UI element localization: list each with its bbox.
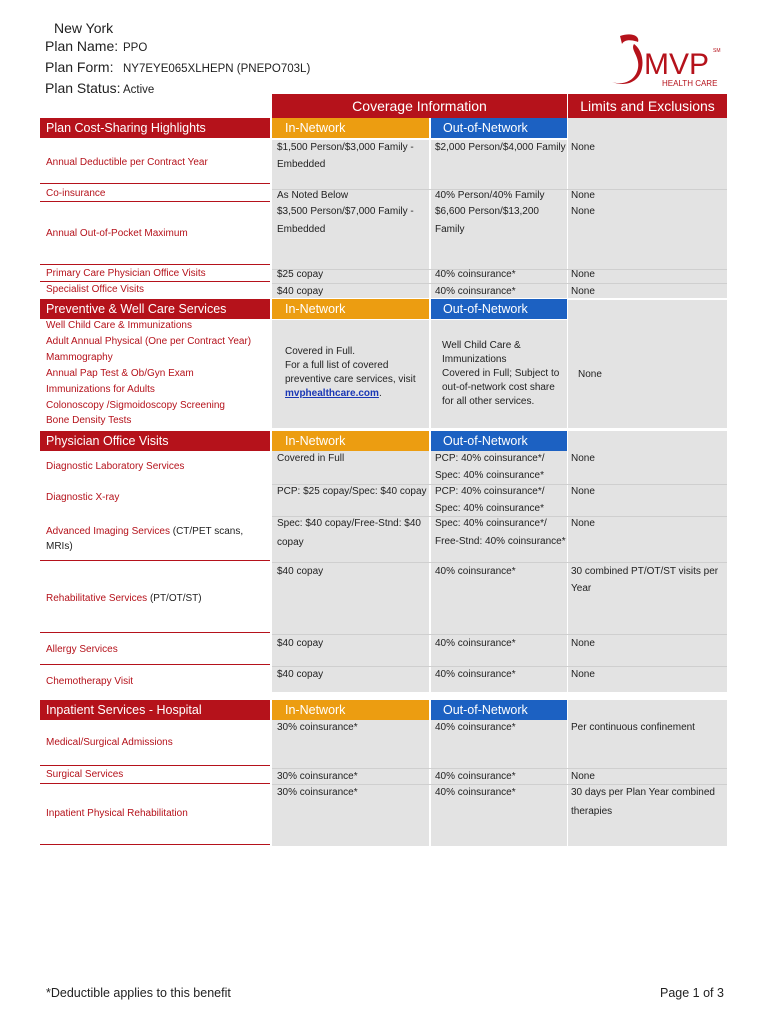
- out-preventive-4: out-of-network cost share: [442, 382, 555, 393]
- out-chemo: 40% coinsurance*: [435, 669, 516, 680]
- in-allergy: $40 copay: [277, 638, 324, 649]
- out-lab-1: PCP: 40% coinsurance*/: [435, 453, 545, 464]
- section-preventive: Preventive & Well Care Services: [40, 299, 270, 319]
- service-specialist: Specialist Office Visits: [46, 284, 145, 295]
- service-rehab-label: Rehabilitative Services: [46, 593, 148, 604]
- in-network-header: In-Network: [272, 299, 429, 319]
- service-xray: Diagnostic X-ray: [46, 492, 120, 503]
- in-preventive-1: Covered in Full.: [285, 346, 356, 357]
- limit-pcp: None: [571, 269, 595, 280]
- service-inpatient-rehab: Inpatient Physical Rehabilitation: [46, 808, 188, 819]
- in-preventive-3: preventive care services, visit: [285, 374, 416, 385]
- in-preventive-period: .: [378, 388, 382, 399]
- logo-sub: HEALTH CARE: [662, 79, 718, 88]
- logo-sm: SM: [713, 48, 721, 54]
- service-imaging-note-2: MRIs): [46, 541, 73, 552]
- limits-banner: Limits and Exclusions: [568, 94, 727, 118]
- service-allergy: Allergy Services: [46, 644, 118, 655]
- plan-name-row: [45, 37, 310, 58]
- in-preventive-2: For a full list of covered: [285, 360, 389, 371]
- in-imaging-1: Spec: $40 copay/Free-Stnd: $40: [277, 518, 421, 529]
- in-deductible-1: $1,500 Person/$3,000 Family -: [277, 142, 414, 153]
- coverage-banner: Coverage Information: [272, 94, 567, 118]
- logo-text: MVP: [644, 48, 710, 81]
- in-network-header: In-Network: [272, 118, 429, 138]
- row-divider: [40, 844, 270, 845]
- row-divider: [40, 201, 270, 202]
- row-divider: [40, 783, 270, 784]
- mvp-logo: [610, 30, 725, 90]
- plan-state: New York: [54, 20, 114, 36]
- out-xray-1: PCP: 40% coinsurance*/: [435, 486, 545, 497]
- preventive-service-2: Adult Annual Physical (One per Contract Year): [46, 336, 252, 347]
- out-pcp: 40% coinsurance*: [435, 269, 516, 280]
- limit-coinsurance: None: [571, 190, 595, 201]
- row-divider: [40, 664, 270, 665]
- plan-status-row: [45, 79, 310, 100]
- out-imaging-2: Free-Stnd: 40% coinsurance*: [435, 536, 566, 547]
- limit-oop: None: [571, 206, 595, 217]
- in-xray: PCP: $25 copay/Spec: $40 copay: [277, 486, 427, 497]
- in-network-header: In-Network: [272, 700, 429, 720]
- out-coinsurance: 40% Person/40% Family: [435, 190, 545, 201]
- in-coinsurance: As Noted Below: [277, 190, 349, 201]
- plan-form-value: NY7EYE065XLHEPN (PNEPO703L): [123, 63, 311, 75]
- out-imaging-1: Spec: 40% coinsurance*/: [435, 518, 547, 529]
- section-inpatient: Inpatient Services - Hospital: [40, 700, 270, 720]
- in-oop-2: Embedded: [277, 224, 326, 235]
- limit-imaging: None: [571, 518, 595, 529]
- in-preventive-link-line: [285, 387, 382, 401]
- in-rehab: $40 copay: [277, 566, 324, 577]
- service-rehab: [46, 591, 202, 607]
- preventive-service-7: Bone Density Tests: [46, 415, 132, 426]
- out-specialist: 40% coinsurance*: [435, 286, 516, 297]
- service-imaging-label: Advanced Imaging Services: [46, 526, 170, 537]
- in-specialist: $40 copay: [277, 286, 324, 297]
- limit-inpatient-rehab-2: therapies: [571, 806, 613, 817]
- out-surgical: 40% coinsurance*: [435, 771, 516, 782]
- service-rehab-note: (PT/OT/ST): [147, 593, 202, 604]
- out-preventive-2: Immunizations: [442, 354, 507, 365]
- row-divider: [40, 632, 270, 633]
- service-surgical: Surgical Services: [46, 769, 124, 780]
- in-network-header: In-Network: [272, 431, 429, 451]
- preventive-service-4: Annual Pap Test & Ob/Gyn Exam: [46, 368, 194, 379]
- out-network-header: Out-of-Network: [431, 700, 567, 720]
- service-pcp: Primary Care Physician Office Visits: [46, 268, 206, 279]
- limit-surgical: None: [571, 771, 595, 782]
- plan-header: [45, 20, 310, 100]
- limit-allergy: None: [571, 638, 595, 649]
- plan-status-value: Active: [123, 84, 155, 96]
- limit-preventive: None: [578, 369, 602, 380]
- preventive-service-6: Colonoscopy /Sigmoidoscopy Screening: [46, 400, 225, 411]
- out-oop-2: Family: [435, 224, 465, 235]
- mvphealthcare-link[interactable]: mvphealthcare.com: [285, 388, 379, 399]
- out-xray-2: Spec: 40% coinsurance*: [435, 503, 544, 514]
- out-network-header: Out-of-Network: [431, 118, 567, 138]
- plan-status-label: Plan Status:: [45, 80, 121, 96]
- mvp-swoosh-icon: [610, 30, 725, 90]
- plan-name-label: Plan Name:: [45, 38, 119, 54]
- in-chemo: $40 copay: [277, 669, 324, 680]
- service-lab: Diagnostic Laboratory Services: [46, 461, 185, 472]
- page-number: Page 1 of 3: [660, 986, 724, 1000]
- limit-xray: None: [571, 486, 595, 497]
- in-imaging-2: copay: [277, 537, 304, 548]
- row-divider: [40, 264, 270, 265]
- in-pcp: $25 copay: [277, 269, 324, 280]
- plan-form-row: [45, 58, 310, 79]
- out-preventive-5: for all other services.: [442, 396, 535, 407]
- out-inpatient-rehab: 40% coinsurance*: [435, 787, 516, 798]
- limit-deductible: None: [571, 142, 595, 153]
- service-imaging-note-1: (CT/PET scans,: [169, 526, 244, 537]
- service-medical-admissions: Medical/Surgical Admissions: [46, 737, 173, 748]
- out-network-header: Out-of-Network: [431, 299, 567, 319]
- preventive-service-1: Well Child Care & Immunizations: [46, 320, 192, 331]
- service-imaging: [46, 524, 243, 540]
- preventive-service-5: Immunizations for Adults: [46, 384, 155, 395]
- service-deductible: Annual Deductible per Contract Year: [46, 157, 208, 168]
- in-lab: Covered in Full: [277, 453, 345, 464]
- row-divider: [40, 765, 270, 766]
- in-medical: 30% coinsurance*: [277, 722, 358, 733]
- out-deductible: $2,000 Person/$4,000 Family: [435, 142, 566, 153]
- footer-note: *Deductible applies to this benefit: [46, 986, 231, 1000]
- shade-limit-preventive: [568, 300, 727, 428]
- out-allergy: 40% coinsurance*: [435, 638, 516, 649]
- in-oop-1: $3,500 Person/$7,000 Family -: [277, 206, 414, 217]
- limit-lab: None: [571, 453, 595, 464]
- section-cost-sharing: Plan Cost-Sharing Highlights: [40, 118, 270, 138]
- plan-name-value: PPO: [123, 42, 148, 54]
- section-physician: Physician Office Visits: [40, 431, 270, 451]
- out-lab-2: Spec: 40% coinsurance*: [435, 470, 544, 481]
- plan-form-label: Plan Form:: [45, 59, 114, 75]
- service-oop: Annual Out-of-Pocket Maximum: [46, 228, 188, 239]
- in-deductible-2: Embedded: [277, 159, 326, 170]
- row-divider: [40, 560, 270, 561]
- out-medical: 40% coinsurance*: [435, 722, 516, 733]
- service-chemo: Chemotherapy Visit: [46, 676, 134, 687]
- limit-specialist: None: [571, 286, 595, 297]
- service-coinsurance: Co-insurance: [46, 188, 106, 199]
- row-divider: [40, 183, 270, 184]
- out-oop-1: $6,600 Person/$13,200: [435, 206, 539, 217]
- limit-medical: Per continuous confinement: [571, 722, 695, 733]
- limit-chemo: None: [571, 669, 595, 680]
- out-network-header: Out-of-Network: [431, 431, 567, 451]
- limit-rehab-2: Year: [571, 583, 592, 594]
- limit-inpatient-rehab-1: 30 days per Plan Year combined: [571, 787, 715, 798]
- limit-rehab-1: 30 combined PT/OT/ST visits per: [571, 566, 719, 577]
- out-preventive-1: Well Child Care &: [442, 340, 521, 351]
- out-preventive-3: Covered in Full; Subject to: [442, 368, 560, 379]
- preventive-service-3: Mammography: [46, 352, 113, 363]
- in-inpatient-rehab: 30% coinsurance*: [277, 787, 358, 798]
- out-rehab: 40% coinsurance*: [435, 566, 516, 577]
- service-imaging-cont: [46, 539, 73, 555]
- in-surgical: 30% coinsurance*: [277, 771, 358, 782]
